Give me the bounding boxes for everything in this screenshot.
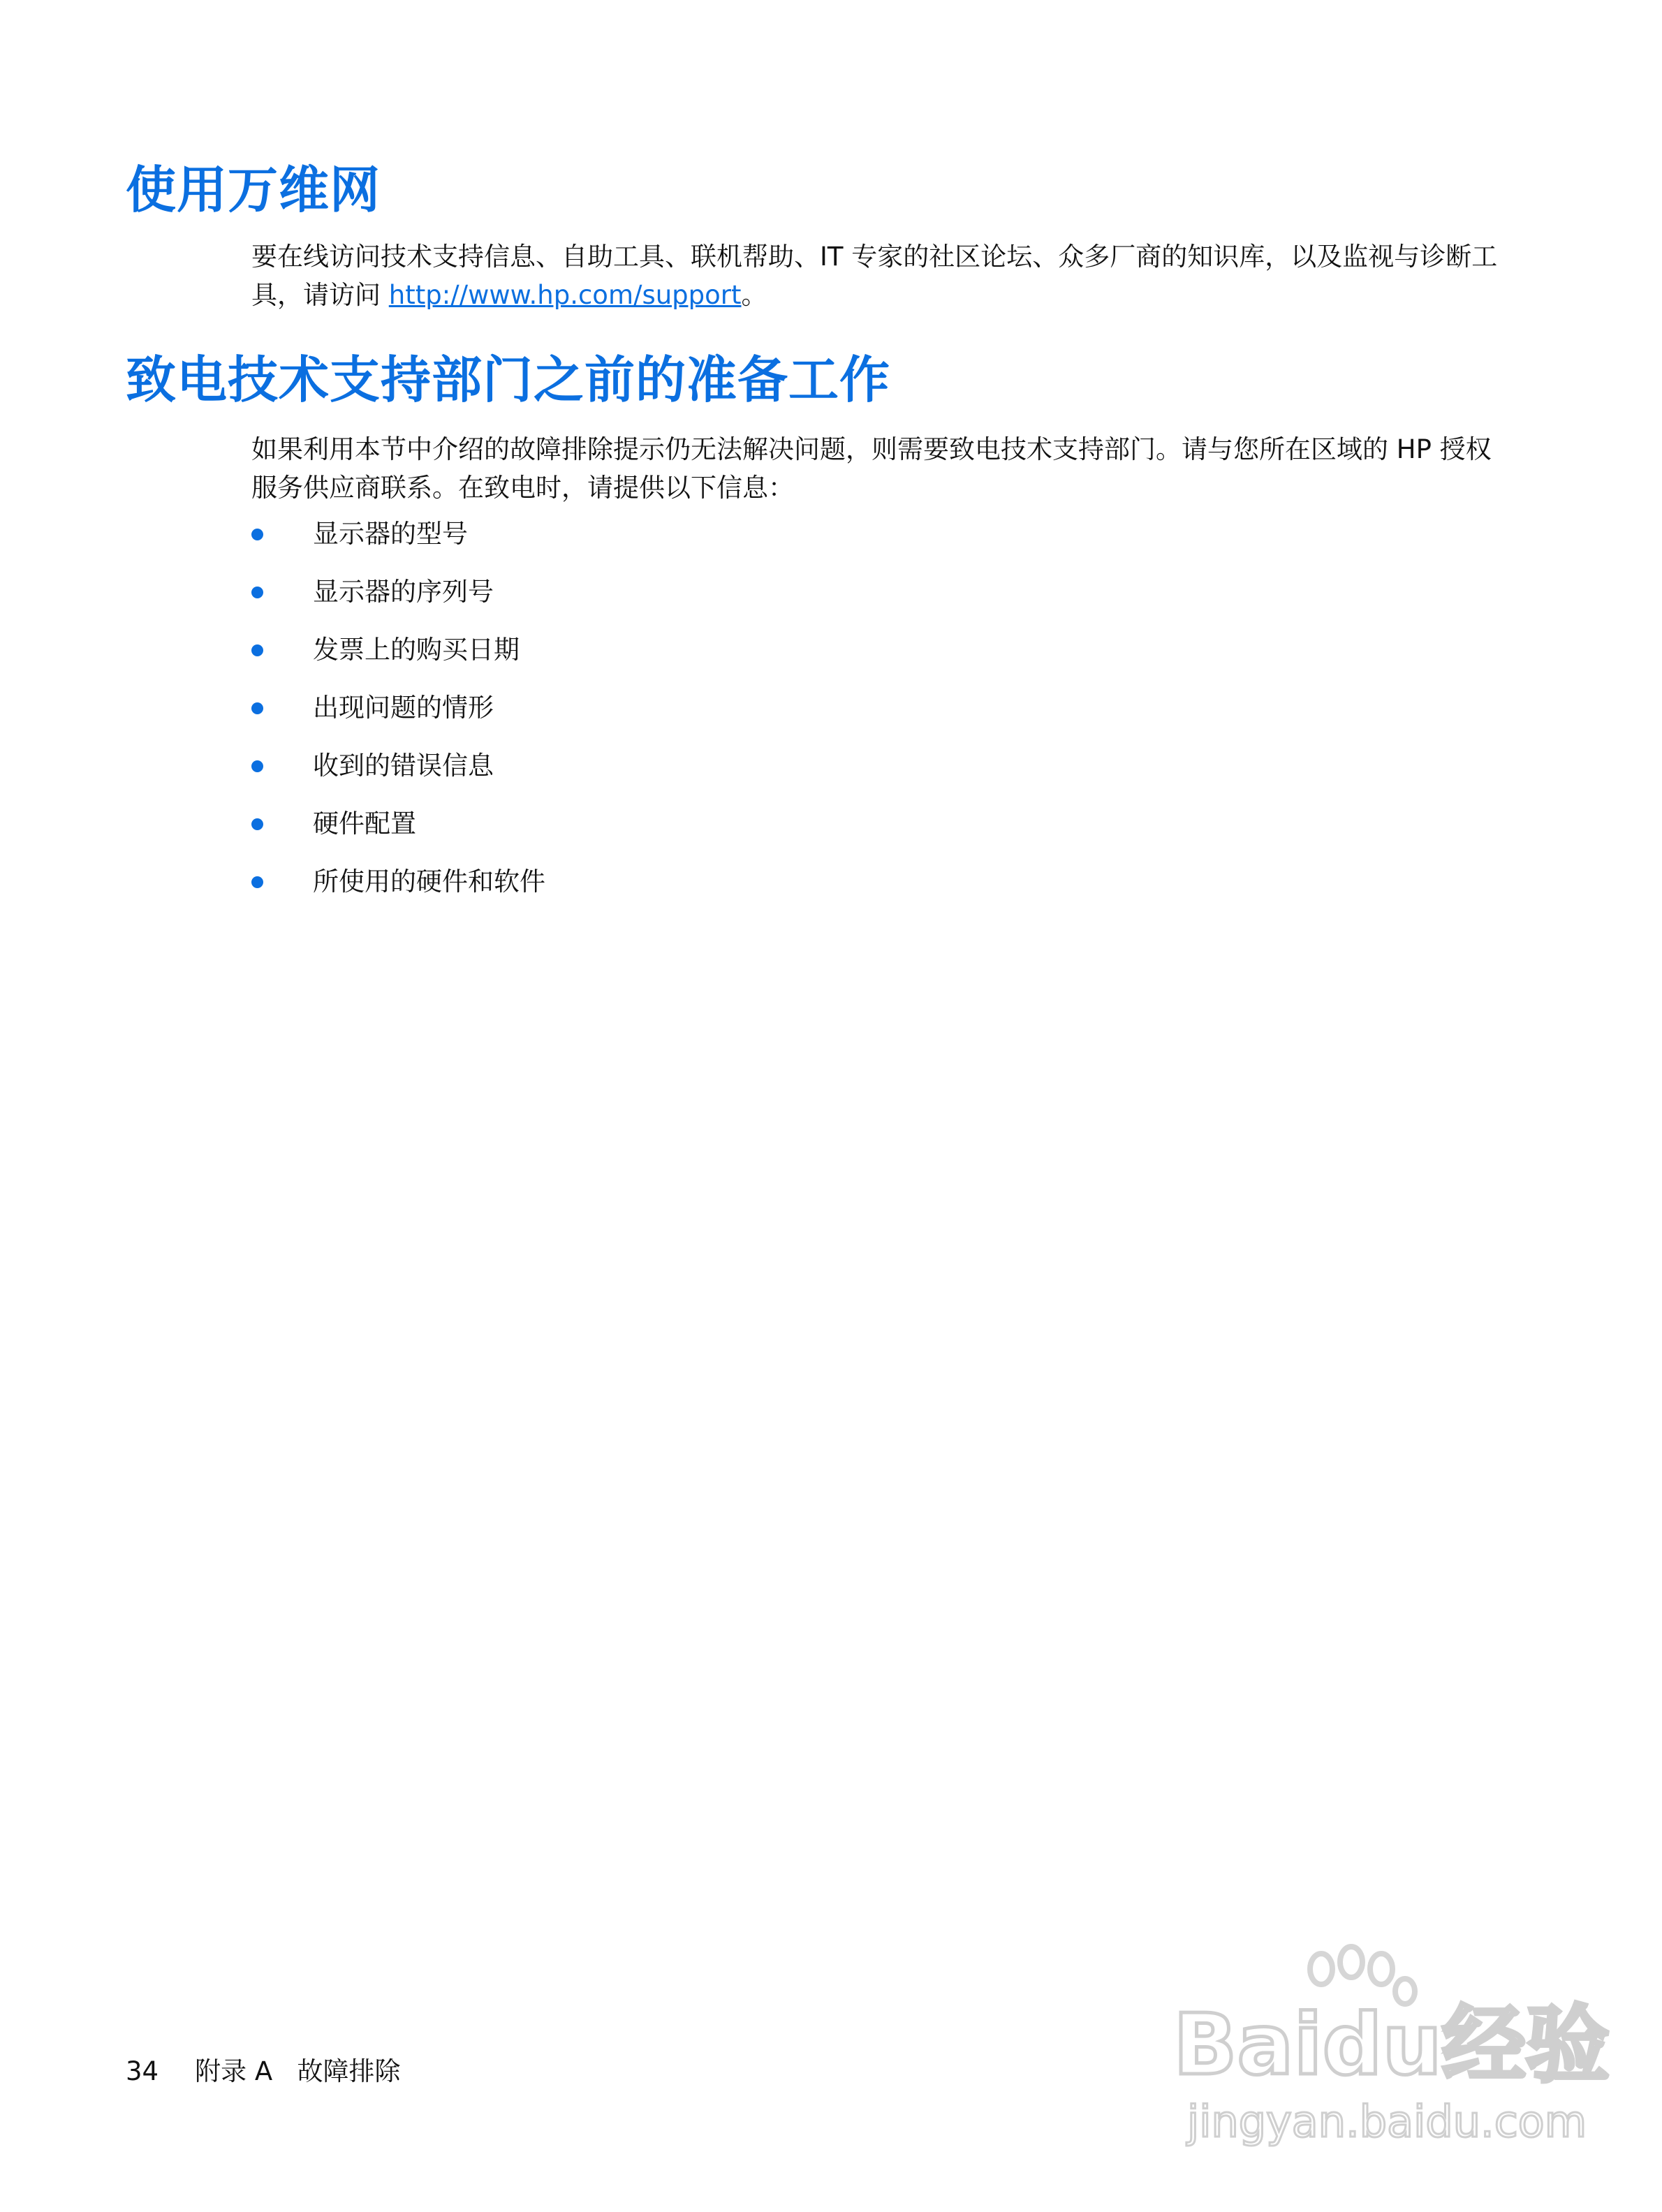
chapter-label: 附录 A 故障排除 bbox=[195, 2056, 401, 2086]
web-support-text-end: 。 bbox=[741, 280, 767, 310]
bullet-icon bbox=[251, 587, 263, 598]
bullet-icon bbox=[251, 702, 263, 714]
bullet-icon bbox=[251, 529, 263, 540]
list-item-text: 所使用的硬件和软件 bbox=[313, 867, 545, 897]
page-footer bbox=[126, 2054, 400, 2089]
paw-icon bbox=[1310, 1947, 1415, 2004]
bullet-icon bbox=[251, 760, 263, 772]
page-number: 34 bbox=[126, 2056, 159, 2086]
list-item-text: 发票上的购买日期 bbox=[313, 635, 520, 665]
list-item-text: 显示器的型号 bbox=[313, 519, 468, 549]
watermark-logo-text: Baidu经验 bbox=[1173, 1997, 1610, 2094]
bullet-icon bbox=[251, 876, 263, 888]
baidu-jingyan-watermark bbox=[1159, 1941, 1610, 2151]
list-item-text: 收到的错误信息 bbox=[313, 751, 494, 781]
web-support-text: 要在线访问技术支持信息、自助工具、联机帮助、IT 专家的社区论坛、众多厂商的知识库，以及监视与诊断工具，请访问 bbox=[251, 242, 1498, 310]
watermark-site-text: jingyan.baidu.com bbox=[1187, 2096, 1587, 2147]
support-link[interactable]: http://www.hp.com/support bbox=[388, 280, 742, 310]
web-support-paragraph bbox=[251, 237, 1508, 314]
list-item-text: 出现问题的情形 bbox=[313, 693, 494, 723]
bullet-icon bbox=[251, 644, 263, 656]
list-item-text: 显示器的序列号 bbox=[313, 577, 494, 607]
bullet-icon bbox=[251, 818, 263, 830]
call-support-paragraph: 如果利用本节中介绍的故障排除提示仍无法解决问题，则需要致电技术支持部门。请与您所在区域的 HP 授权服务供应商联系。在致电时，请提供以下信息： bbox=[251, 434, 1492, 503]
section-heading-web: 使用万维网 bbox=[126, 161, 381, 219]
list-item-text: 硬件配置 bbox=[313, 809, 416, 839]
section-heading-call-support: 致电技术支持部门之前的准备工作 bbox=[126, 351, 891, 409]
